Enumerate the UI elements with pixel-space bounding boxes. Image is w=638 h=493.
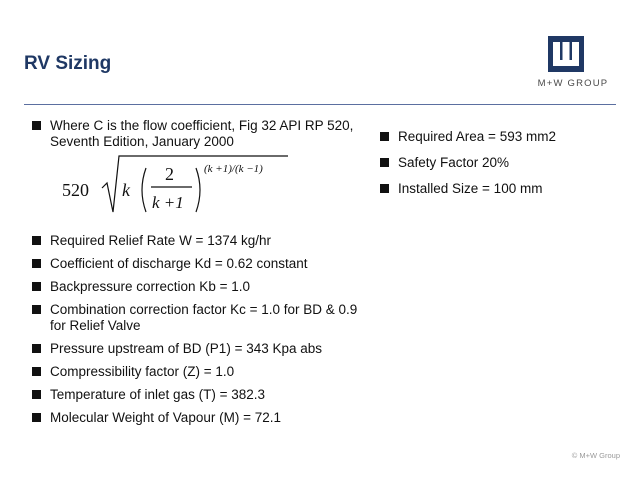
bullet-list-intro bbox=[24, 118, 364, 150]
bullet-item: Required Area = 593 mm2 bbox=[372, 129, 622, 145]
bullet-item: Required Relief Rate W = 1374 kg/hr bbox=[24, 233, 364, 249]
bullet-list-results bbox=[372, 129, 622, 207]
company-logo bbox=[520, 36, 626, 96]
slide-title: RV Sizing bbox=[24, 53, 112, 74]
bullet-item: Coefficient of discharge Kd = 0.62 constant bbox=[24, 256, 364, 272]
title-divider bbox=[24, 104, 616, 105]
logo-text: M+W GROUP bbox=[537, 78, 609, 89]
formula-coefficient: 520 bbox=[62, 180, 89, 200]
formula-k: k bbox=[122, 180, 130, 200]
flow-coefficient-formula bbox=[58, 150, 288, 231]
bullet-item: Safety Factor 20% bbox=[372, 155, 622, 171]
bullet-item: Backpressure correction Kb = 1.0 bbox=[24, 279, 364, 295]
bullet-item: Molecular Weight of Vapour (M) = 72.1 bbox=[24, 410, 364, 426]
bullet-item: Temperature of inlet gas (T) = 382.3 bbox=[24, 387, 364, 403]
footer-copyright: © M+W Group bbox=[571, 451, 620, 460]
bullet-list-parameters bbox=[24, 233, 364, 433]
bullet-item: Installed Size = 100 mm bbox=[372, 181, 622, 197]
bullet-item: Compressibility factor (Z) = 1.0 bbox=[24, 364, 364, 380]
formula-exponent: (k +1)/(k −1) bbox=[204, 163, 263, 175]
bullet-item: Pressure upstream of BD (P1) = 343 Kpa abs bbox=[24, 341, 364, 357]
bullet-item: Where C is the flow coefficient, Fig 32 API RP 520, Seventh Edition, January 2000 bbox=[24, 118, 364, 150]
formula-numerator: 2 bbox=[165, 164, 174, 184]
bullet-item: Combination correction factor Kc = 1.0 for BD & 0.9 for Relief Valve bbox=[24, 302, 364, 334]
mw-logo-icon bbox=[548, 36, 584, 72]
formula-denominator: k +1 bbox=[152, 193, 184, 212]
